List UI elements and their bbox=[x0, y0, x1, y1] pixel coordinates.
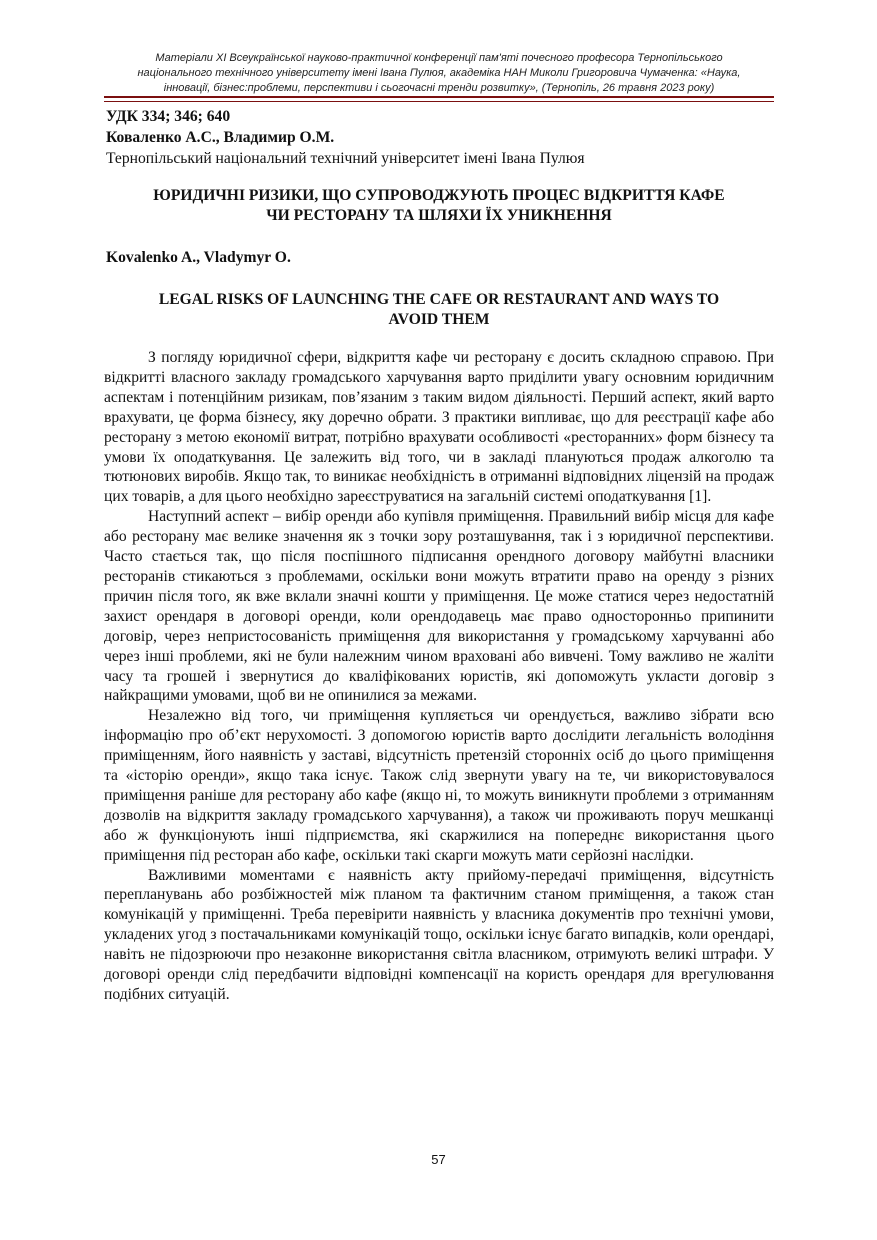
title-ua-line: ЮРИДИЧНІ РИЗИКИ, ЩО СУПРОВОДЖУЮТЬ ПРОЦЕС ВІДКРИТТЯ КАФЕ bbox=[153, 187, 725, 204]
title-en-line: LEGAL RISKS OF LAUNCHING THE CAFE OR RESTAURANT AND WAYS TO bbox=[158, 291, 720, 308]
authors-ua: Коваленко А.С., Владимир О.М. bbox=[106, 129, 335, 146]
header-line: інновації, бізнес:проблеми, перспективи і сьогочасні тренди розвитку», (Тернопіль, 26 травня 2023 року) bbox=[163, 82, 715, 94]
body-paragraph: Наступний аспект – вибір оренди або купівля приміщення. Правильний вибір місця для кафе або ресторану має велике значення як з точки зору розташування, так і з юридичної перспективи. Часто стається так, що після поспішного підписання орендного договору майбутні власники ресторанів стикаються з проблемами, оскільки вони можуть втратити право на оренду з різних причин після того, як вже вклали значні кошти у приміщення. Це може статися через недостатній захист орендаря в договорі оренди, коли орендодавець має право односторонньо припинити договір, через непристосованість приміщення для використання у громадському харчуванні або через інші проблеми, які не були належним чином враховані або вивчені. Тому важливо не жаліти часу та грошей і звернутися до кваліфікованих юристів, які допоможуть укласти договір з найкращими умовами, щоб ви не опинилися за межами. bbox=[104, 508, 774, 705]
udk-code: УДК 334; 346; 640 bbox=[106, 108, 231, 125]
conference-header bbox=[104, 51, 774, 96]
body-paragraph: З погляду юридичної сфери, відкриття кафе чи ресторану є досить складною справою. При відкритті власного закладу громадського харчування варто приділити увагу основним юридичним аспектам і потенційним ризикам, пов’язаним з таким видом діяльності. Перший аспект, який варто врахувати, це форма бізнесу, яку доречно обрати. З практики випливає, що для реєстрації кафе або ресторану з метою економії витрат, потрібно врахувати особливості «ресторанних» форм бізнесу та умови їх оподаткування. Це залежить від того, чи в закладі плануються продаж алкоголю та тютюнових виробів. Якщо так, то виникає необхідність в отриманні відповідних ліцензій на продаж цих товарів, а для цього необхідно зареєструватися на загальній системі оподаткування [1]. bbox=[104, 349, 774, 506]
authors-en: Kovalenko A., Vladymyr O. bbox=[106, 249, 291, 266]
body-paragraph: Незалежно від того, чи приміщення купляється чи орендується, важливо зібрати всю інформацію про об’єкт нерухомості. З допомогою юристів варто дослідити легальність володіння приміщенням, його наявність у заставі, відсутність претензій сторонніх осіб до цього приміщення та «історію оренди», якщо така існує. Також слід звернути увагу на те, чи використовувалося приміщення раніше для ресторану або кафе (якщо ні, то можуть виникнути проблеми з отриманням дозволів на відкриття закладу громадського харчування), а також чи проживають поруч мешканці або ж функціонують інші підприємства, які скаржилися на попереднє використання цього приміщення під ресторан або кафе, оскільки такі скарги можуть мати серйозні наслідки. bbox=[104, 707, 774, 864]
title-ua bbox=[104, 186, 774, 226]
page-number: 57 bbox=[431, 1152, 446, 1167]
header-line: Матеріали XI Всеукраїнської науково-практичної конференції пам'яті почесного професора Тернопільського bbox=[155, 52, 723, 64]
title-ua-line: ЧИ РЕСТОРАНУ ТА ШЛЯХИ ЇХ УНИКНЕННЯ bbox=[266, 207, 612, 224]
article-meta bbox=[106, 106, 776, 169]
header-line: національного технічного університету імені Івана Пулюя, академіка НАН Миколи Григоровича Чумаченка: «Наука, bbox=[137, 67, 741, 79]
body-paragraph: Важливими моментами є наявність акту прийому-передачі приміщення, відсутність перепланувань або розбіжностей між планом та фактичним станом приміщення, а також стан комунікацій у приміщенні. Треба перевірити наявність у власника документів про технічні умови, укладених угод з постачальниками комунікацій тощо, оскільки існує багато випадків, коли орендарі, навіть не підозрюючи про незаконне використання світла власником, отримують великі штрафи. У договорі оренди слід передбачити відповідні компенсації на користь орендаря для врегулювання подібних ситуацій. bbox=[104, 866, 774, 1003]
header-rule-thick bbox=[104, 96, 774, 98]
affiliation: Тернопільський національний технічний університет імені Івана Пулюя bbox=[106, 150, 585, 167]
article-body bbox=[104, 348, 774, 1005]
title-en-line: AVOID THEM bbox=[388, 311, 490, 328]
title-en bbox=[104, 290, 774, 330]
header-rule-thin bbox=[104, 101, 774, 102]
